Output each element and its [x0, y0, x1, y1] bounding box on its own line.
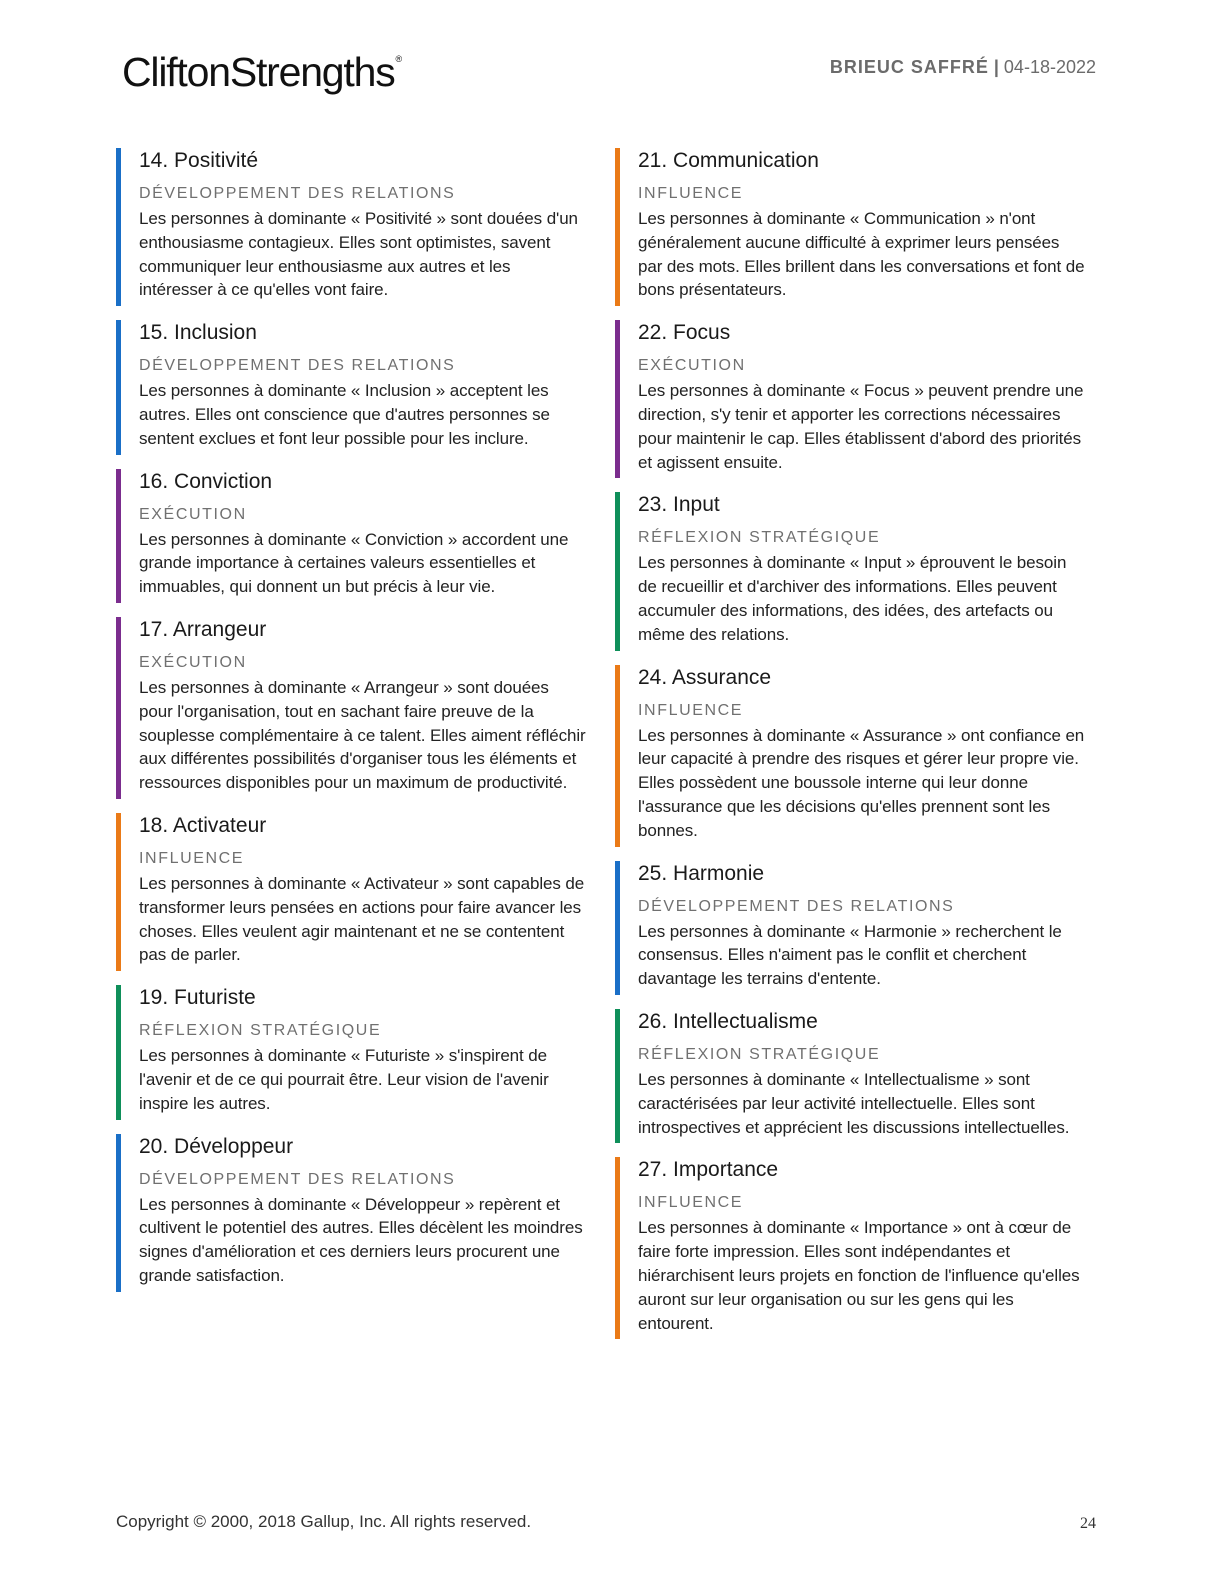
strength-domain: INFLUENCE: [638, 1194, 744, 1212]
strength-domain: RÉFLEXION STRATÉGIQUE: [139, 1022, 382, 1040]
strength-title: 21. Communication: [638, 149, 819, 172]
strength-domain: INFLUENCE: [139, 849, 245, 867]
strength-description: Les personnes à dominante « Développeur » repèrent et cultivent le potentiel des autres. Elles décèlent les moindres signes d'amélioration et ces derniers leurs procurent une grande satisfaction.: [139, 1194, 583, 1285]
strength-card: [116, 320, 586, 454]
theme-color-bar: [116, 985, 121, 1119]
strength-title: 26. Intellectualisme: [638, 1009, 818, 1033]
report-date: 04-18-2022: [1003, 57, 1096, 77]
strength-title: 19. Futuriste: [139, 986, 256, 1010]
theme-color-bar: [615, 148, 620, 306]
strength-description: Les personnes à dominante « Intellectualisme » sont caractérisées par leur activité intellectuelle. Elles sont introspectives et apprécient les discussions intellectuelles.: [638, 1069, 1070, 1137]
clifton-strengths-logo: [122, 49, 401, 95]
strength-title: 20. Développeur: [139, 1134, 294, 1158]
strength-title: 16. Conviction: [139, 469, 273, 493]
strength-description: Les personnes à dominante « Focus » peuvent prendre une direction, s'y tenir et apporter les corrections nécessaires pour maintenir le cap. Elles établissent d'abord des priorités et agissent ensuite.: [638, 381, 1084, 472]
strength-card: [615, 861, 1085, 995]
person-name: BRIEUC SAFFRÉ: [829, 57, 989, 77]
strength-description: Les personnes à dominante « Input » éprouvent le besoin de recueillir et d'archiver des informations. Elles peuvent accumuler des informations, des idées, des artefacts ou même des relations.: [638, 553, 1067, 644]
strength-title: 18. Activateur: [139, 813, 267, 837]
strength-card: [615, 320, 1085, 478]
strength-card: [615, 1157, 1085, 1339]
theme-color-bar: [615, 492, 620, 650]
strength-description: Les personnes à dominante « Conviction » accordent une grande importance à certaines valeurs essentielles et immuables, qui donnent un but précis à leur vie.: [139, 529, 569, 597]
strength-domain: DÉVELOPPEMENT DES RELATIONS: [139, 357, 456, 375]
right-column: [615, 148, 1085, 1353]
strength-title: 15. Inclusion: [139, 321, 257, 345]
theme-color-bar: [116, 1134, 121, 1292]
strength-domain: RÉFLEXION STRATÉGIQUE: [638, 1045, 881, 1063]
strength-card: [615, 1009, 1085, 1143]
strength-card: [615, 665, 1085, 847]
strength-card: [615, 492, 1085, 650]
strength-domain: DÉVELOPPEMENT DES RELATIONS: [139, 1170, 456, 1188]
strength-domain: INFLUENCE: [638, 185, 744, 202]
theme-color-bar: [116, 617, 121, 799]
strength-domain: DÉVELOPPEMENT DES RELATIONS: [139, 185, 456, 202]
strength-domain: EXÉCUTION: [139, 653, 247, 671]
strength-card: [615, 148, 1085, 306]
strength-title: 25. Harmonie: [638, 861, 765, 885]
theme-color-bar: [615, 861, 620, 995]
strength-title: 14. Positivité: [139, 149, 259, 172]
strength-description: Les personnes à dominante « Communication » n'ont généralement aucune difficulté à exprimer leurs pensées par des mots. Elles brillent dans les conversations et font de bons présentateurs.: [638, 209, 1085, 300]
strength-domain: EXÉCUTION: [638, 357, 746, 375]
strength-domain: DÉVELOPPEMENT DES RELATIONS: [638, 897, 955, 915]
strength-title: 23. Input: [638, 493, 720, 517]
strength-card: [116, 1134, 586, 1292]
strength-domain: RÉFLEXION STRATÉGIQUE: [638, 529, 881, 547]
registered-mark: ®: [395, 54, 401, 64]
theme-color-bar: [116, 320, 121, 454]
strength-card: [116, 617, 586, 799]
strength-description: Les personnes à dominante « Importance » ont à cœur de faire forte impression. Elles sont indépendantes et hiérarchisent leurs projets en fonction de l'influence qu'elles auront sur leur organisation ou sur les gens qui les entourent.: [638, 1218, 1080, 1333]
strength-card: [116, 469, 586, 603]
report-owner-header: [830, 58, 1096, 76]
strength-description: Les personnes à dominante « Inclusion » acceptent les autres. Elles ont conscience que d'autres personnes se sentent exclues et font leur possible pour les inclure.: [139, 381, 550, 448]
theme-color-bar: [116, 813, 121, 971]
strength-title: 22. Focus: [638, 321, 731, 345]
theme-color-bar: [615, 320, 620, 478]
strength-card: [116, 813, 586, 971]
strength-description: Les personnes à dominante « Activateur » sont capables de transformer leurs pensées en actions pour faire avancer les choses. Elles veulent agir maintenant et ne se contentent pas de parler.: [139, 873, 585, 965]
strength-description: Les personnes à dominante « Positivité » sont douées d'un enthousiasme contagieux. Elles sont optimistes, savent communiquer leur enthousiasme aux autres et les intéresser à ce qu'elles vont faire.: [139, 209, 578, 300]
strength-description: Les personnes à dominante « Assurance » ont confiance en leur capacité à prendre des risques et gérer leur propre vie. Elles possèdent une boussole interne qui leur donne l'assurance que les décisions qu'elles prennent sont les bonnes.: [638, 725, 1085, 840]
theme-color-bar: [116, 148, 121, 306]
copyright-notice: Copyright © 2000, 2018 Gallup, Inc. All rights reserved.: [116, 1512, 532, 1531]
strength-title: 17. Arrangeur: [139, 617, 267, 641]
theme-color-bar: [615, 1009, 620, 1143]
strength-description: Les personnes à dominante « Futuriste » s'inspirent de l'avenir et de ce qui pourrait être. Leur vision de l'avenir inspire les autres.: [139, 1046, 549, 1113]
theme-color-bar: [615, 665, 620, 847]
strength-title: 24. Assurance: [638, 665, 772, 689]
page-number: 24: [1080, 1515, 1096, 1532]
theme-color-bar: [615, 1157, 620, 1339]
left-column: [116, 148, 586, 1306]
strength-domain: EXÉCUTION: [139, 505, 247, 523]
strength-description: Les personnes à dominante « Arrangeur » sont douées pour l'organisation, tout en sachant faire preuve de la souplesse complémentaire à ce talent. Elles aiment réfléchir aux différentes possibilités d'organiser tous les éléments et ressources disponibles pour un maximum de productivité.: [139, 677, 586, 793]
theme-color-bar: [116, 469, 121, 603]
strength-domain: INFLUENCE: [638, 701, 744, 719]
strength-description: Les personnes à dominante « Harmonie » recherchent le consensus. Elles n'aiment pas le conflit et cherchent davantage les terrains d'entente.: [638, 921, 1062, 989]
logo-text: CliftonStrengths: [122, 49, 395, 95]
strength-card: [116, 148, 586, 306]
strength-title: 27. Importance: [638, 1158, 779, 1182]
header-separator: |: [993, 57, 999, 77]
strength-card: [116, 985, 586, 1119]
